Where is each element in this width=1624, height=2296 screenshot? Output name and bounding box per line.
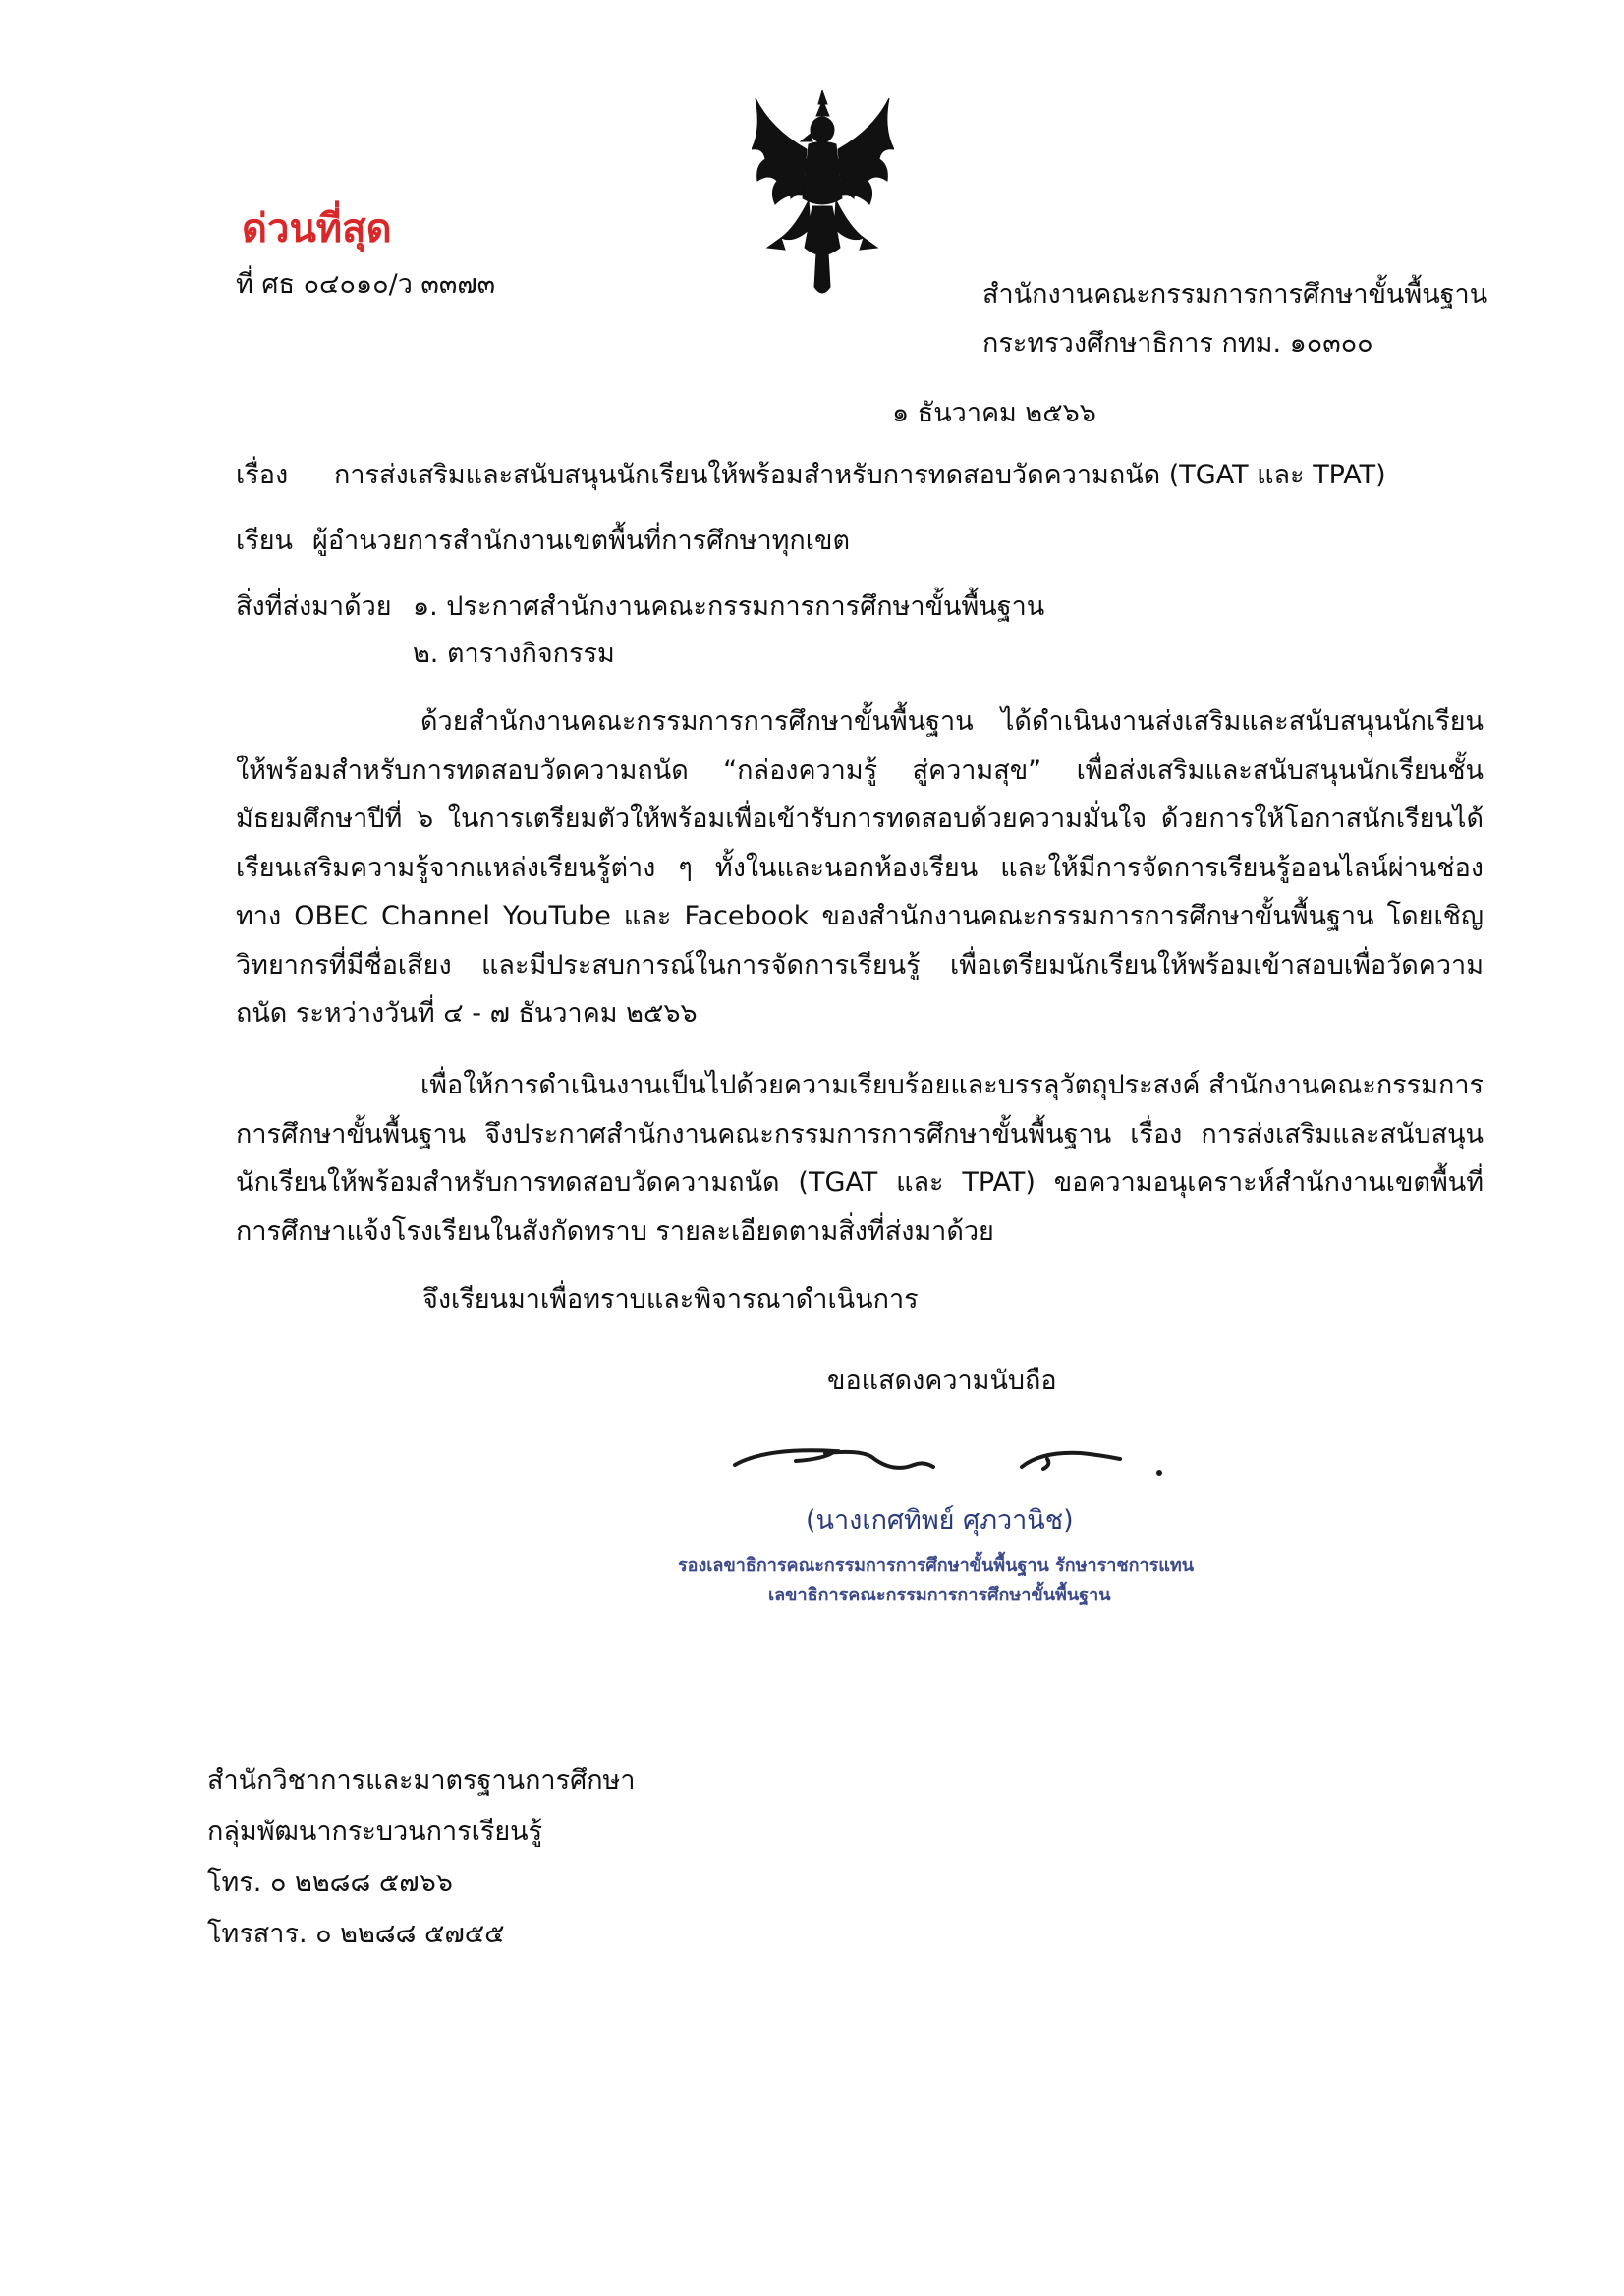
body-paragraph-1-text: ด้วยสำนักงานคณะกรรมการการศึกษาขั้นพื้นฐาน ได้ดำเนินงานส่งเสริมและสนับสนุนนักเรียนให้พร้อมสำหรับการทดสอบวัดความถนัด “กล่องความรู้ สู่ความสุข” เพื่อส่งเสริมและสนับสนุนนักเรียนชั้นมัธยมศึกษาปีที่ ๖ ในการเตรียมตัวให้พร้อมเพื่อเข้ารับการทดสอบด้วยความมั่นใจ ด้วยการให้โอกาสนักเรียนได้เรียนเสริมความรู้จากแหล่งเรียนรู้ต่าง ๆ ทั้งในและนอกห้องเรียน และให้มีการจัดการเรียนรู้ออนไลน์ผ่านช่องทาง OBEC Channel YouTube และ Facebook ของสำนักงานคณะกรรมการการศึกษาขั้นพื้นฐาน โดยเชิญวิทยากรที่มีชื่อเสียง และมีประสบการณ์ในการจัดการเรียนรู้ เพื่อเตรียมนักเรียนให้พร้อมเข้าสอบเพื่อวัดความถนัด ระหว่างวันที่ ๔ - ๗ ธันวาคม ๒๕๖๖: [236, 706, 1484, 1029]
signatory-name: (นางเกศทิพย์ ศุภวานิช): [806, 1505, 1074, 1536]
contact-fax: โทรสาร. ๐ ๒๒๘๘ ๕๗๕๕: [207, 1919, 505, 1949]
garuda-emblem-icon: [752, 90, 894, 302]
office-name: สำนักงานคณะกรรมการการศึกษาขั้นพื้นฐาน: [982, 279, 1488, 309]
enclosures-label: สิ่งที่ส่งมาด้วย: [236, 591, 392, 622]
urgency-label: ด่วนที่สุด: [242, 206, 392, 252]
recipient-text: ผู้อำนวยการสำนักงานเขตพื้นที่การศึกษาทุกเขต: [312, 526, 850, 556]
letter-date: ๑ ธันวาคม ๒๕๖๖: [892, 398, 1096, 428]
body-paragraph-2-text: เพื่อให้การดำเนินงานเป็นไปด้วยความเรียบร้อยและบรรลุวัตถุประสงค์ สำนักงานคณะกรรมการการศึกษาขั้นพื้นฐาน จึงประกาศสำนักงานคณะกรรมการการศึกษาขั้นพื้นฐาน เรื่อง การส่งเสริมและสนับสนุนนักเรียนให้พร้อมสำหรับการทดสอบวัดความถนัด (TGAT และ TPAT) ขอความอนุเคราะห์สำนักงานเขตพื้นที่การศึกษาแจ้งโรงเรียนในสังกัดทราบ รายละเอียดตามสิ่งที่ส่งมาด้วย: [236, 1070, 1484, 1247]
enclosure-item-2: ๒. ตารางกิจกรรม: [413, 639, 615, 669]
body-paragraph-2: [236, 1061, 1484, 1256]
enclosure-item-1: ๑. ประกาศสำนักงานคณะกรรมการการศึกษาขั้นพื้นฐาน: [413, 591, 1045, 622]
subject-label: เรื่อง: [236, 460, 289, 490]
contact-phone: โทร. ๐ ๒๒๘๘ ๕๗๖๖: [207, 1868, 453, 1898]
office-address: กระทรวงศึกษาธิการ กทม. ๑๐๓๐๐: [982, 328, 1373, 359]
body-paragraph-1: [236, 698, 1484, 1038]
recipient-label: เรียน: [236, 526, 294, 556]
signatory-title-2: เลขาธิการคณะกรรมการการศึกษาขั้นพื้นฐาน: [768, 1585, 1111, 1605]
subject-text: การส่งเสริมและสนับสนุนนักเรียนให้พร้อมสำหรับการทดสอบวัดความถนัด (TGAT และ TPAT): [334, 460, 1386, 490]
contact-office: สำนักวิชาการและมาตรฐานการศึกษา: [207, 1765, 636, 1796]
reference-number: ที่ ศธ ๐๔๐๑๐/ว ๓๓๗๓: [236, 269, 496, 300]
contact-group: กลุ่มพัฒนากระบวนการเรียนรู้: [207, 1817, 543, 1847]
handwritten-signature: [727, 1429, 1179, 1488]
signatory-title-1: รองเลขาธิการคณะกรรมการการศึกษาขั้นพื้นฐาน รักษาราชการแทน: [678, 1555, 1195, 1576]
closing-line: จึงเรียนมาเพื่อทราบและพิจารณาดำเนินการ: [422, 1284, 919, 1315]
salutation: ขอแสดงความนับถือ: [827, 1366, 1057, 1396]
